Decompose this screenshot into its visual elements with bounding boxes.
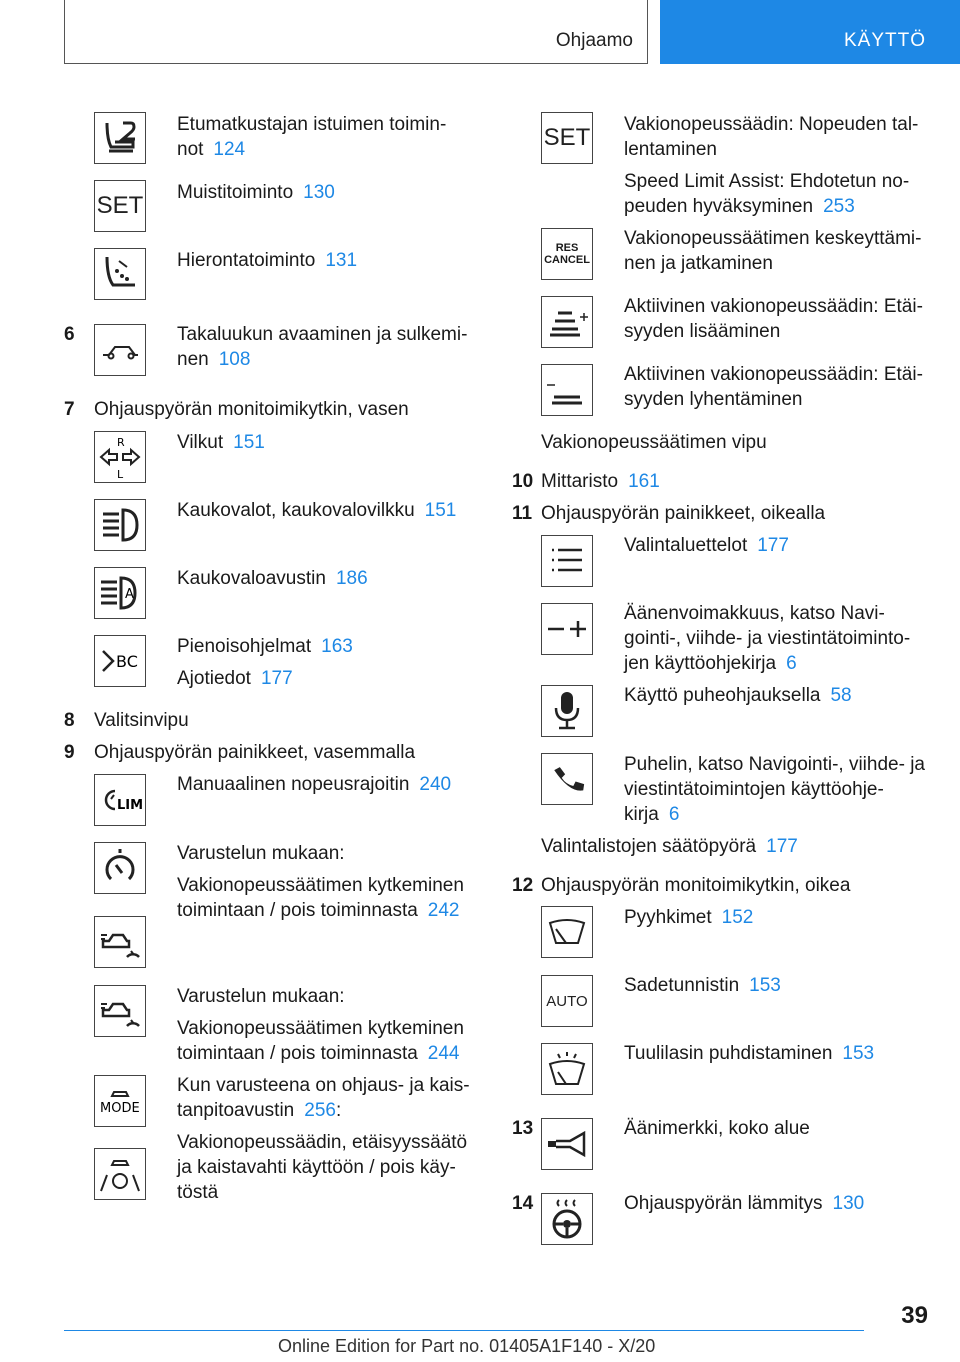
header-section-box [64,0,648,64]
page-link[interactable]: 244 [427,1043,460,1064]
res-cancel-icon: RES CANCEL [541,228,593,280]
svg-text:LIM: LIM [117,798,143,813]
item-number: 14 [512,1193,534,1214]
svg-text:BC: BC [116,652,138,671]
high-beam-icon [94,499,146,551]
item-cruise-242: Varustelun mukaan: Vakionopeussäätimen kytkeminen toimintaan / pois toiminnasta 242 [177,843,464,921]
microphone-icon [541,685,593,737]
page-link[interactable]: 256 [304,1100,336,1121]
item-distance-decrease: Aktiivinen vakionopeussäädin: Etäi- syyden lyhentäminen [624,364,923,410]
item-cruise-244: Varustelun mukaan: Vakionopeussäätimen kytkeminen toimintaan / pois toiminnasta 244 [177,986,464,1064]
svg-text:A: A [125,587,134,602]
distance-decrease-icon [541,364,593,416]
item-cruise-set: Vakionopeussäädin: Nopeuden tal- lentaminen Speed Limit Assist: Ehdotetun no- peuden hyväksyminen 253 [624,114,919,217]
list-icon [541,535,593,587]
item-steering-assist: Kun varusteena on ohjaus- ja kais- tanpitoavustin 256: Vakionopeussäädin, etäisyyssäätö ja kaistavahti käyttöön / pois käy- töstä [177,1075,470,1203]
page-link[interactable]: 6 [668,804,680,825]
item-number: 9 [64,742,75,763]
speed-limiter-icon [94,774,146,826]
auto-icon: AUTO [541,975,593,1027]
page-link[interactable]: 161 [628,471,660,492]
item-passenger-seat: Etumatkustajan istuimen toimin- not 124 [177,114,447,160]
page-link[interactable]: 131 [325,250,358,271]
page-number: 39 [901,1302,928,1329]
item-memory: Muistitoiminto 130 [177,182,335,203]
high-beam-assist-icon [94,567,146,619]
washer-icon [541,1043,593,1095]
set-icon: SET [94,180,146,232]
cruise-control-icon [94,842,146,894]
item-wipers: Pyyhkimet 152 [624,907,754,928]
page-link[interactable]: 152 [721,907,754,928]
header-chapter: KÄYTTÖ [843,30,926,51]
item-selector-lever: Valitsinvipu [94,710,189,731]
phone-icon [541,753,593,805]
page-link[interactable]: 151 [424,500,457,521]
page-link[interactable]: 58 [830,685,852,706]
page-link[interactable]: 240 [419,774,452,795]
item-speed-limiter: Manuaalinen nopeusrajoitin 240 [177,774,452,795]
item-cruise-lever: Vakionopeussäätimen vipu [541,432,767,453]
item-steering-heating: Ohjauspyörän lämmitys 130 [624,1193,865,1214]
item-high-beam-assist: Kaukovaloavustin 186 [177,568,368,589]
set-icon-right: SET [541,112,593,164]
item-volume: Äänenvoimakkuus, katso Navi- gointi-, viihde- ja viestintätoiminto- jen käyttöohjekirja 6 [624,603,911,674]
item-left-buttons: Ohjauspyörän painikkeet, vasemmalla [94,742,416,763]
footer-divider [64,1330,864,1331]
horn-icon [541,1118,593,1170]
footer-text: Online Edition for Part no. 01405A1F140 - X/20 [278,1336,656,1356]
item-rain-sensor: Sadetunnistin 153 [624,975,781,996]
item-horn: Äänimerkki, koko alue [624,1118,810,1139]
distance-increase-icon [541,296,593,348]
lane-keep-icon [94,1148,146,1200]
item-tailgate: Takaluukun avaaminen ja sulkemi- nen 108 [177,324,468,370]
page-link[interactable]: 242 [427,900,460,921]
svg-text:L: L [117,468,124,480]
active-cruise-icon-2 [94,985,146,1037]
page-link[interactable]: 130 [303,182,335,203]
bc-icon [94,635,146,687]
item-number: 13 [512,1118,534,1139]
header-section: Ohjaamo [555,30,633,51]
steering-heat-icon [541,1193,593,1245]
item-widgets: Pienoisohjelmat 163 Ajotiedot 177 [177,636,353,689]
svg-text:R: R [117,436,125,449]
item-number: 8 [64,710,75,731]
page-link[interactable]: 177 [766,836,798,857]
item-number: 12 [512,875,534,896]
page-link[interactable]: 177 [260,668,293,689]
item-thumbwheel: Valintalistojen säätöpyörä 177 [541,836,798,857]
page-link[interactable]: 163 [321,636,353,657]
tailgate-icon [94,324,146,376]
page-link[interactable]: 108 [218,349,251,370]
header-chapter-tab[interactable] [660,0,960,64]
item-distance-increase: Aktiivinen vakionopeussäädin: Etäi- syyden lisääminen [624,296,923,342]
item-massage: Hierontatoiminto 131 [177,250,358,271]
item-right-buttons: Ohjauspyörän painikkeet, oikealla [541,503,826,524]
item-selection-lists: Valintaluettelot 177 [624,535,789,556]
page-link[interactable]: 186 [335,568,368,589]
item-number: 11 [512,503,533,524]
page-link[interactable]: 153 [749,975,781,996]
turn-signal-icon [94,431,146,483]
page-link[interactable]: 151 [233,432,265,453]
item-instrument-cluster: Mittaristo 161 [541,471,660,492]
item-cruise-resume: Vakionopeussäätimen keskeyttämi- nen ja jatkaminen [624,228,922,274]
seat-2-icon [94,112,146,164]
page-link[interactable]: 130 [832,1193,865,1214]
page-link[interactable]: 253 [823,196,855,217]
item-turn-signals: Vilkut 151 [177,432,265,453]
wiper-icon [541,906,593,958]
item-number: 7 [64,399,75,420]
page-link[interactable]: 153 [842,1043,875,1064]
item-phone: Puhelin, katso Navigointi-, viihde- ja viestintätoimintojen käyttöohje- kirja 6 [624,754,925,825]
page-link[interactable]: 6 [786,653,797,674]
volume-icon [541,603,593,655]
item-voice-control: Käyttö puheohjauksella 58 [624,685,852,706]
item-left-stalk: Ohjauspyörän monitoimikytkin, vasen [94,399,409,420]
mode-icon [94,1075,146,1127]
page-link[interactable]: 124 [213,139,246,160]
item-number: 6 [64,324,75,345]
massage-seat-icon [94,248,146,300]
item-number: 10 [512,471,534,492]
svg-text:MODE: MODE [100,1101,140,1116]
item-right-stalk: Ohjauspyörän monitoimikytkin, oikea [541,875,851,896]
active-cruise-icon [94,916,146,968]
page-link[interactable]: 177 [757,535,789,556]
item-washer: Tuulilasin puhdistaminen 153 [624,1043,875,1064]
item-high-beam: Kaukovalot, kaukovalovilkku 151 [177,500,457,521]
